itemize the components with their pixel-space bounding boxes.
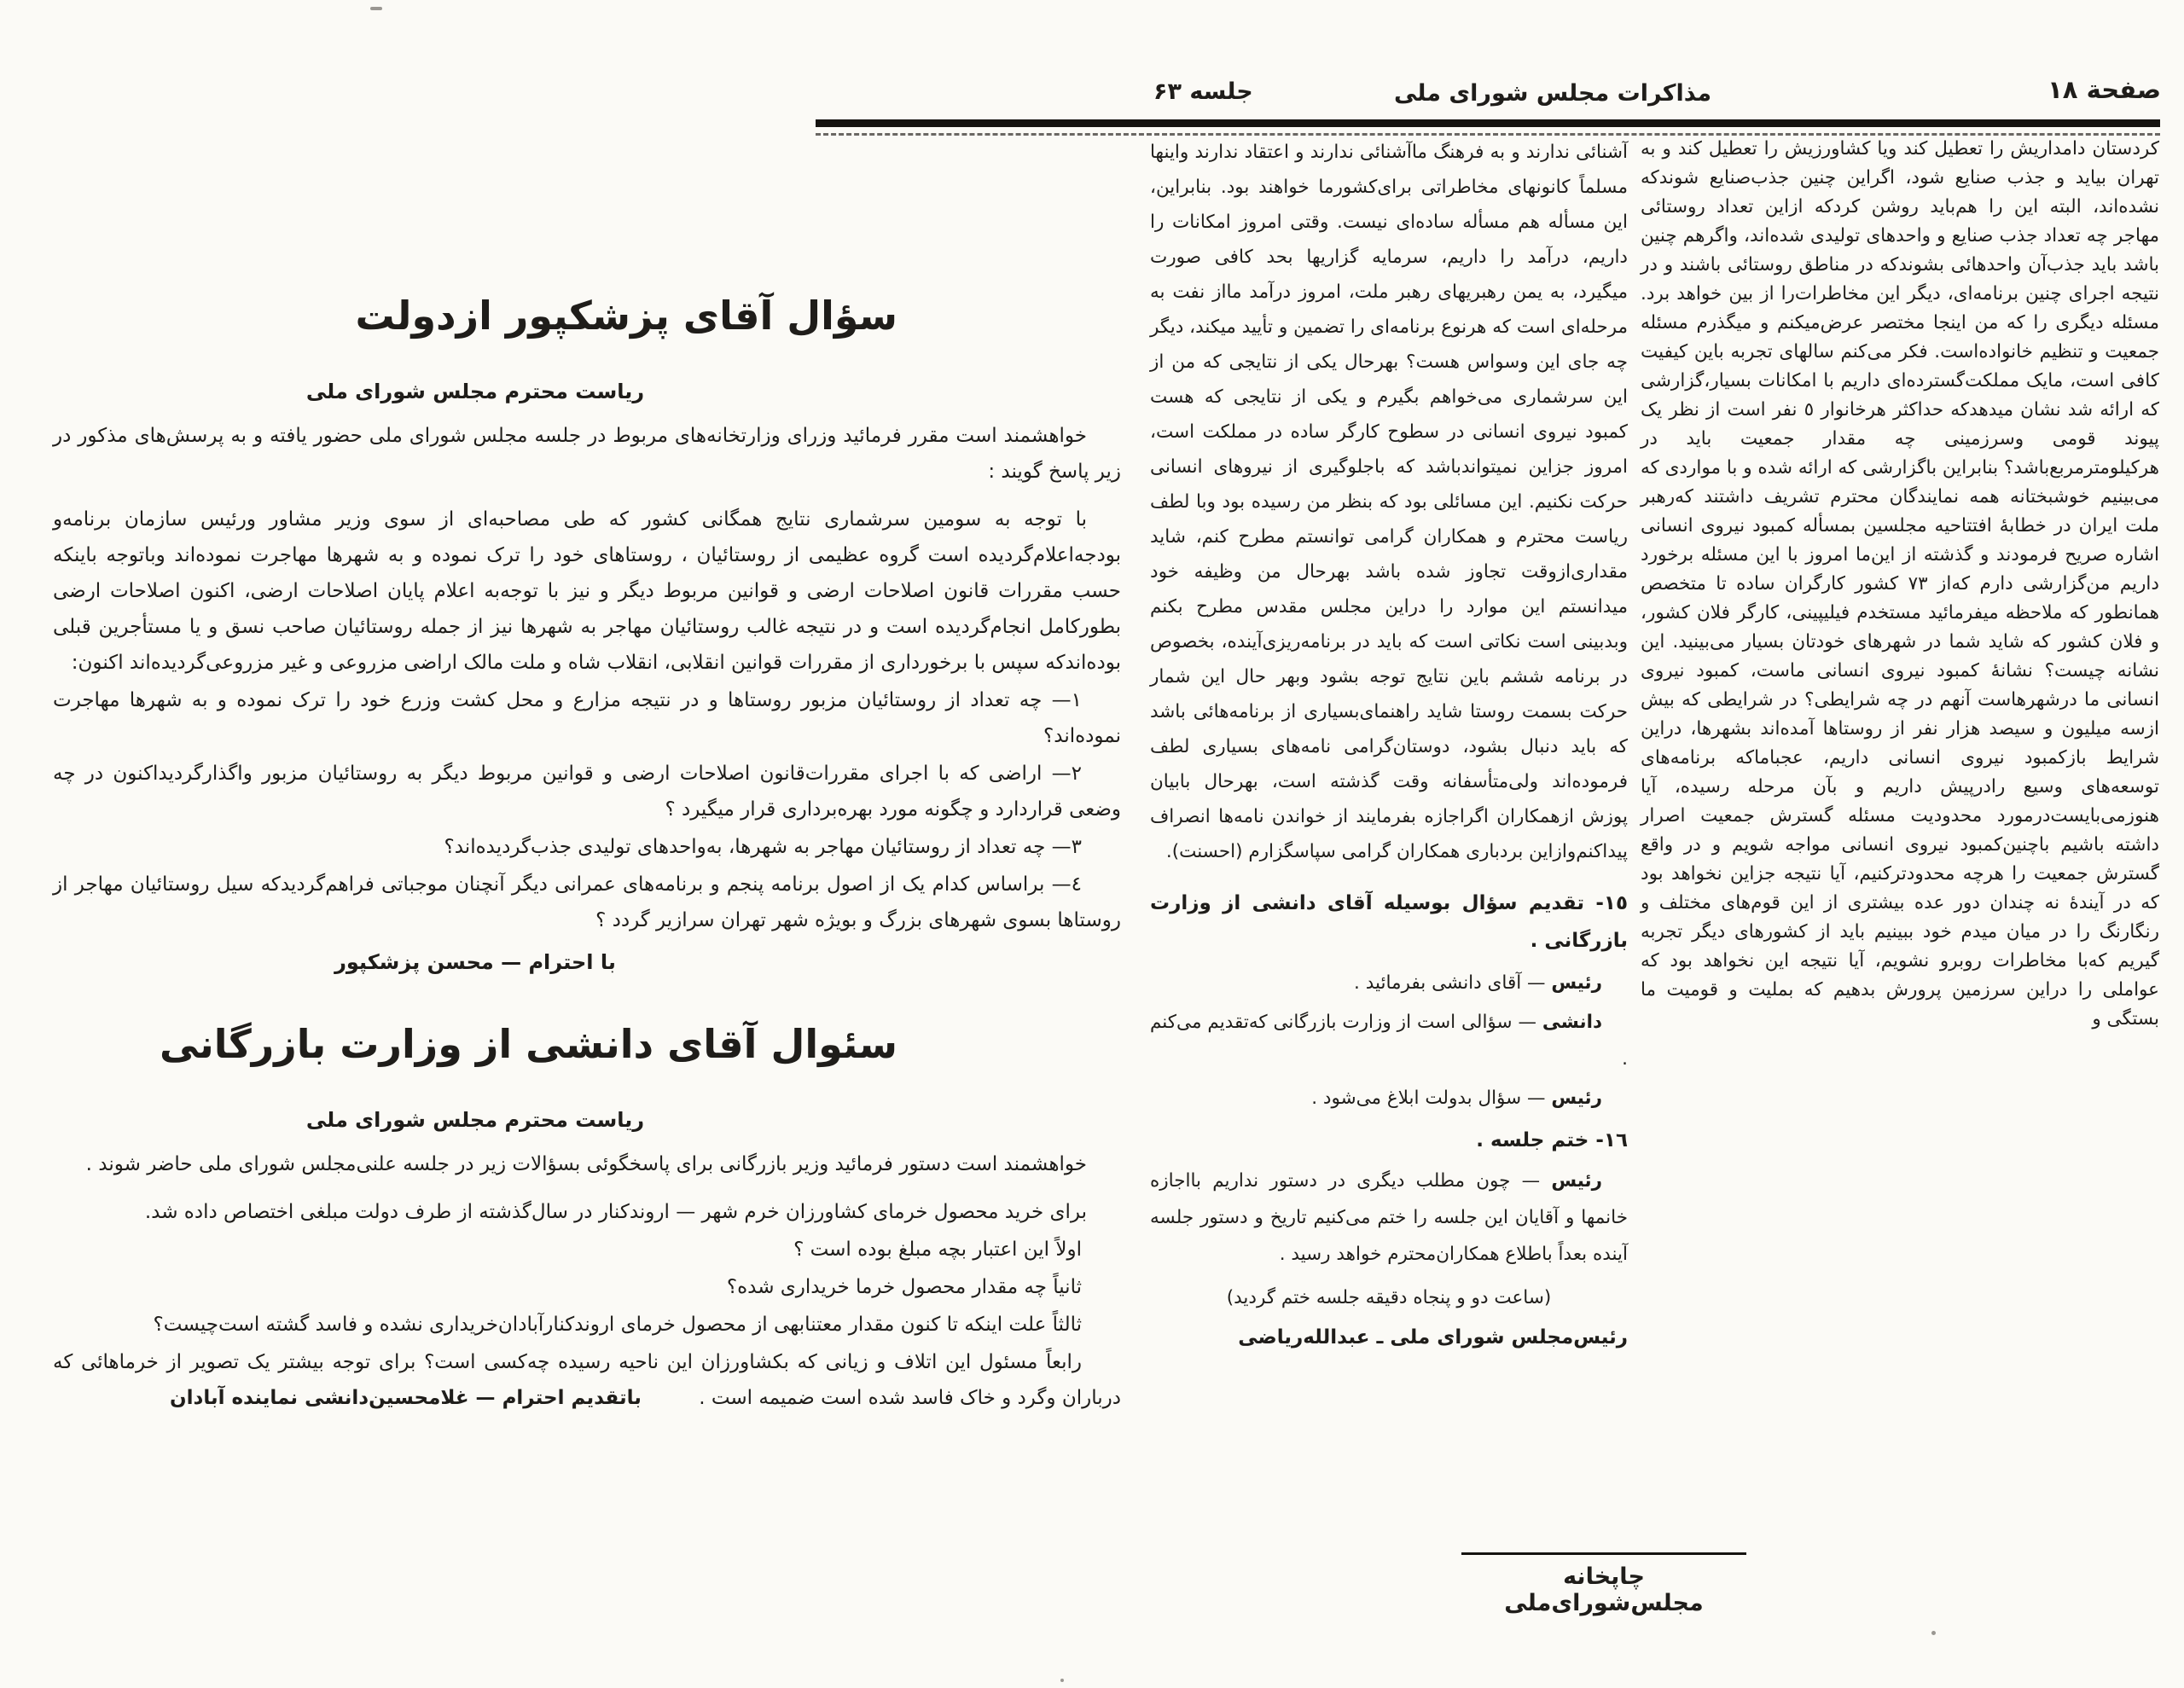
printer-imprint: [1461, 1552, 1746, 1616]
dialogue-text: — سؤال بدولت ابلاغ می‌شود .: [1311, 1088, 1546, 1109]
letter-1-question-3: ۳— چه تعداد از روستائیان مهاجر به شهرها، به‌واحدهای تولیدی جذب‌گردیده‌اند؟: [444, 836, 1082, 858]
speaker-name: رئیس: [1551, 1088, 1602, 1109]
printer-imprint-text: چاپخانه مجلس‌شورای‌ملی: [1504, 1563, 1704, 1616]
column-right: [1641, 135, 2159, 1034]
header-rule-thick: [816, 119, 2160, 127]
letter-2-question-4: [53, 1344, 1121, 1416]
scan-speckle: [1060, 1679, 1064, 1682]
letter-1-question-1: ۱— چه تعداد از روستائیان مزبور روستاها و در نتیجه مزارع و محل کشت وزرع خود را ترک نموده و به شهرها مهاجرت نموده‌اند؟: [53, 689, 1121, 747]
letter-2-question-4-text: رابعاً مسئول این اتلاف و زیانی که بکشاورزان این ناحیه رسیده چه‌کسی است؟ برای توجه بیشتر یک تصویر از خرماهائی که درباران وگرد و خاک فاسد شده است ضمیمه است .: [53, 1351, 1121, 1409]
scan-speckle: [1931, 1631, 1936, 1635]
letter-2-signature: باتقدیم احترام — غلامحسین‌دانشی نماینده آبادان: [170, 1387, 642, 1409]
letter-2-question-2: ثانیاً چه مقدار محصول خرما خریداری شده؟: [726, 1276, 1082, 1298]
dialogue-text: — چون مطلب دیگری در دستور نداریم بااجازه خانمها و آقایان این جلسه را ختم می‌کنیم تاریخ و دستور جلسه آینده بعداً باطلاع همکاران‌محترم خواهد رسید .: [1150, 1170, 1628, 1265]
letter-2-intro: خواهشمند است دستور فرمائید وزیر بازرگانی برای پاسخگوئی بسؤالات زیر در جلسه علنی‌مجلس شورای ملی حاضر شوند .: [85, 1153, 1087, 1175]
letter-1-question-2: ۲— اراضی که با اجرای مقررات‌قانون اصلاحات ارضی و قوانین مربوط دیگر به روستائیان مزبور واگذارگردیداکنون در چه وضعی قراردارد و چگونه مورد بهره‌برداری قرار میگیرد ؟: [53, 763, 1121, 821]
letter-2-heading: سئوال آقای دانشی از وزارت بازرگانی: [159, 1021, 897, 1067]
agenda-item-16-heading: ١٦- ختم جلسه .: [1476, 1129, 1628, 1151]
agenda-item-15-heading: ١٥- تقدیم سؤال بوسیله آقای دانشی از وزارت بازرگانی .: [1150, 892, 1628, 952]
chairman-signature: رئیس‌مجلس شورای ملی ـ عبدالله‌ریاضی: [1238, 1326, 1628, 1349]
letter-1-heading: سؤال آقای پزشکپور ازدولت: [355, 293, 897, 339]
session-closing-note: (ساعت دو و پنجاه دقیقه جلسه ختم گردید): [1226, 1287, 1552, 1308]
letter-2-question-1: اولاً این اعتبار بچه مبلغ بوده است ؟: [793, 1238, 1082, 1261]
speaker-name: دانشی: [1542, 1012, 1602, 1033]
dialogue-text: — آقای دانشی بفرمائید .: [1354, 972, 1546, 994]
letter-1-body: با توجه به سومین سرشماری نتایج همگانی کشور که طی مصاحبه‌ای از سوی وزیر مشاور ورئیس سازمان برنامه‌و بودجه‌اعلام‌گردیده است گروه عظیمی از روستائیان ، روستاهای خود را ترک نموده و به شهرها مهاجرت نموده‌اند وباتوجه باینکه حسب مقررات قانون اصلاحات ارضی و قوانین مربوط دیگر و نیز با توجه‌به اعلام پایان اصلاحات ارضی، اکنون اصلاحات ارضی بطورکامل انجام‌گردیده است و در نتیجه غالب روستائیان مهاجر به شهرها نیز از جمله روستائیان صاحب نسق و یا مستأجرین قبلی بوده‌اندکه سپس با برخورداری از مقررات قوانین انقلابی، انقلاب شاه و ملت مالک اراضی مزروعی و غیر مزروعی‌گردیده‌اند اکنون:: [53, 508, 1121, 674]
letter-2-body: برای خرید محصول خرمای کشاورزان خرم شهر — اروندکنار در سال‌گذشته از طرف دولت مبلغی اختصاص داده شد.: [144, 1201, 1087, 1223]
scan-speckle: [370, 7, 382, 10]
letters-block: [53, 288, 1121, 1416]
session-number-label: جلسه ۶۳: [1153, 78, 1253, 105]
letter-1-signature: با احترام — محسن پزشکپور: [334, 950, 616, 974]
speaker-name: رئیس: [1551, 1170, 1602, 1192]
letter-1-intro: خواهشمند است مقرر فرمائید وزرای وزارتخانه‌های مربوط در جلسه مجلس شورای ملی حضور یافته و به پرسش‌های مذکور در زیر پاسخ گویند :: [53, 425, 1121, 483]
letter-2-question-3: ثالثاً علت اینکه تا کنون مقدار معتنابهی از محصول خرمای اروندکنارآبادان‌خریداری نشده و فاسد گشته است‌چیست؟: [153, 1314, 1082, 1336]
dialogue-text: — سؤالی است از وزارت بازرگانی که‌تقدیم می‌کنم .: [1150, 1012, 1628, 1070]
speech-text-right: کردستان دامداریش را تعطیل کند ویا کشاورزیش را تعطیل کند و به تهران بیاید و جذب صنایع شود، اگراین چنین جذب‌صنایع شوندکه نشده‌اند، البته این را هم‌باید روشن کردکه ازاین تعداد روستائی مهاجر چه تعداد جذب صنایع و واحدهای تولیدی شده‌اند، واگرهم چنین باشد باید جذب‌آن واحدهائی بشوندکه در مناطق روستائی باشند و در نتیجه اجرای چنین برنامه‌ای، دیگر این مخاطرات‌را از بین خواهد برد. مسئله دیگری را که من اینجا مختصر عرض‌میکنم و میگذرم مسئله جمعیت و تنظیم خانواده‌است. فکر می‌کنم سالهای تجربه باین کیفیت کافی است، مایک مملکت‌گسترده‌ای داریم با امکانات بسیار،گزارشی که ارائه شد نشان میدهدکه حداکثر هرخانوار ٥ نفر است از نظر یک پیوند قومی وسرزمینی چه مقدار جمعیت باید در هرکیلومترمربع‌باشد؟ بنابراین باگزارشی که ارائه شده و با مواردی که می‌بینیم خوشبختانه همه نمایندگان محترم تشریف داشتند که‌رهبر ملت ایران در خطابهٔ افتتاحیه مجلسین بمسأله کمبود نیروی انسانی اشاره صریح فرمودند و گذشته از این‌ما امروز با این مسئله برخورد داریم من‌گزارشی دارم که‌از ۷۳ کشور کارگران ساده تا متخصص همانطور که ملاحظه میفرمائید مستخدم فیلیپینی، کارگر فلان کشور، و فلان کشور که شاید شما در شهرهای خودتان بسیار می‌بینید. این نشانه چیست؟ نشانهٔ کمبود نیروی انسانی ماست، کمبود نیروی انسانی ما درشهرهاست آنهم در چه شرایطی؟ در شرایطی که بیش ازسه میلیون و سیصد هزار نفر از روستاها آمده‌اند بشهرها، دراین شرایط بازکمبود نیروی انسانی داریم، عجباماکه برنامه‌های توسعه‌های وسیع رادرپیش داریم و بآن مرحله رسیده، آیا هنوزمی‌بایست‌درمورد محدودیت مسئله گسترش جمعیت اصرار داشته باشیم باچنین‌کمبود نیروی انسانی مواجه شویم و در واقع گسترش جمعیت را هرچه محدودترکنیم، آیا نتیجه جزاین نخواهد بود که در آیندهٔ نه چندان دور عده بیشتری از این قوم‌های مختلف و رنگارنگ را در میان میدم خود ببینیم باید از کشورهای دیگر تجربه گیریم که‌با مخاطرات روبرو نشویم، آیا نتیجه این نخواهد بود که عواملی را دراین سرزمین پرورش بدهیم که بملیت و قومیت ما بستگی و: [1641, 138, 2159, 1030]
speaker-name: رئیس: [1551, 972, 1602, 994]
page-title: مذاکرات مجلس شورای ملی: [1393, 80, 1712, 107]
dialogue-line: [1150, 1004, 1628, 1077]
letter-2-salutation: ریاست محترم مجلس شورای ملی: [305, 1108, 645, 1132]
letter-1-salutation: ریاست محترم مجلس شورای ملی: [305, 380, 645, 403]
page-number-label: صفحة ۱۸: [2048, 75, 2161, 104]
dialogue-line: [1150, 1163, 1628, 1273]
speech-text-middle: آشنائی ندارند و به فرهنگ ماآشنائی ندارند و اعتقاد ندارند واینها مسلماً کانونهای مخاطراتی برای‌کشورما خواهند بود. بنابراین، این مسأله هم مسأله ساده‌ای نیست. وقتی امروز امکانات را داریم، درآمد را داریم، سرمایه گزاریها بحد کافی صورت میگیرد، به یمن رهبریهای رهبر ملت، امروز درآمد مااز نفت به مرحله‌ای است که هرنوع برنامه‌ای را تضمین و تأیید میکند، دیگر چه جای این وسواس هست؟ بهرحال یکی از نتایجی که من از این سرشماری می‌خواهم بگیرم و یکی از نتایجی که هست کمبود نیروی انسانی در سطوح کارگر ساده در مملکت است، امروز جزاین نمیتواندباشد که باجلوگیری از نیروهای انسانی حرکت نکنیم. این مسائلی بود که بنظر من رسیده بود وبا لطف ریاست محترم و همکاران گرامی توانستم مطرح کنم، شاید مقداری‌ازوقت تجاوز شده باشد بهرحال من وظیفه خود میدانستم این موارد را دراین مجلس مقدس مطرح بکنم وبدبینی است نکاتی است که باید در برنامه‌ریزی‌آینده، بخصوص در برنامه ششم باین نتایج توجه بشود وبهر حال این شمار حرکت بسمت روستا شاید راهنمای‌بسیاری از برنامه‌هائی باشد که باید دنبال بشود، دوستان‌گرامی نامه‌های بسیاری لطف فرموده‌اند ولی‌متأسفانه وقت گذشته است، بهرحال بابیان پوزش ازهمکاران اگراجازه بفرمایند از خواندن نامه‌ها انصراف پیداکنم‌وازاین بردباری همکاران گرامی سپاسگزارم (احسنت).: [1150, 142, 1628, 862]
dialogue-line: [1150, 965, 1628, 1001]
letter-1-question-4: ٤— براساس کدام یک از اصول برنامه پنجم و برنامه‌های عمرانی دیگر آنچنان موجباتی فراهم‌گردیدکه سیل روستائیان مهاجر از روستاها بسوی شهرهای بزرگ و بویژه شهر تهران سرازیر گردد ؟: [53, 873, 1121, 931]
dialogue-line: [1150, 1080, 1628, 1117]
column-middle: [1150, 135, 1628, 1354]
